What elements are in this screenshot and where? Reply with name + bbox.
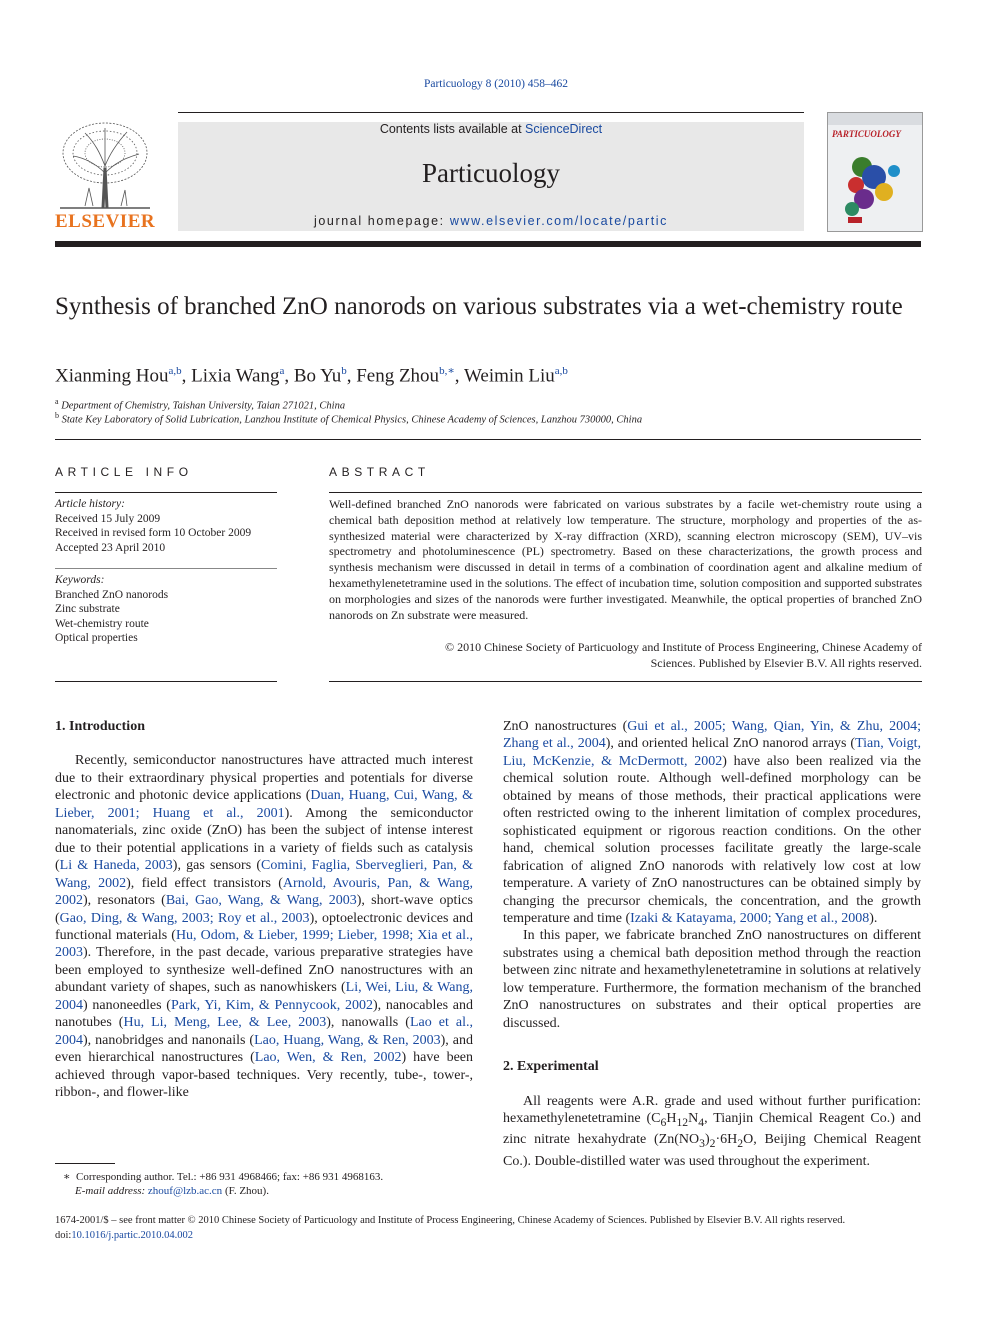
- elsevier-wordmark: ELSEVIER: [55, 211, 156, 232]
- formula-text: N: [688, 1111, 699, 1127]
- author-name[interactable]: Xianming Hou: [55, 365, 169, 387]
- formula-subscript: 2: [709, 1137, 716, 1151]
- keyword-item: Wet-chemistry route: [55, 617, 149, 630]
- body-text: ), and even hierarchical nanostructures (: [55, 1032, 473, 1066]
- affiliation-mark: a: [55, 397, 59, 406]
- history-item: Accepted 23 April 2010: [55, 541, 166, 554]
- abstract-rule: [329, 492, 922, 493]
- experimental-heading: 2. Experimental: [503, 1059, 599, 1075]
- keyword-item: Optical properties: [55, 632, 138, 644]
- cover-title: PARTICUOLOGY: [832, 129, 901, 139]
- email-link[interactable]: zhouf@lzb.ac.cn: [147, 1185, 223, 1197]
- journal-homepage: [178, 214, 804, 228]
- formula-subscript: 2: [737, 1137, 744, 1151]
- citation-link[interactable]: Bai, Gao, Wang, & Wang, 2003: [165, 893, 357, 909]
- citation-link[interactable]: Lao, Wen, & Ren, 2002: [254, 1050, 402, 1066]
- author-list: [55, 364, 935, 387]
- affiliation-text: Department of Chemistry, Taishan University, Taian 271021, China: [61, 400, 346, 412]
- abstract-heading: ABSTRACT: [329, 465, 430, 479]
- author-affiliation-mark[interactable]: a,b: [554, 365, 568, 377]
- body-text: ). Among the semiconductor nanomaterials, zinc oxide (ZnO) has been the subject of intense interest due to their potential applications in a variety of fields such as catalysis (: [55, 805, 473, 874]
- author-name[interactable]: Weimin Liu: [463, 365, 555, 387]
- experimental-text: O, Beijing Chemical Reagent Co.). Double-distilled water was used throughout the experiment.: [503, 1132, 921, 1169]
- header-bottom-rule: [55, 241, 921, 247]
- doi-link[interactable]: 10.1016/j.partic.2010.04.002: [71, 1230, 193, 1241]
- body-text: ZnO nanostructures (: [503, 719, 628, 734]
- body-text: ), resonators (: [83, 893, 166, 909]
- author-separator: ,: [346, 365, 357, 387]
- body-text: ), field effect transistors (: [126, 875, 283, 891]
- author-affiliation-mark[interactable]: a: [279, 365, 285, 377]
- keyword-item: Zinc substrate: [55, 603, 120, 615]
- formula-text: ·6H: [715, 1132, 738, 1148]
- email-label: E-mail address:: [75, 1185, 148, 1197]
- body-text: ), and oriented helical ZnO nanorod arrays (: [605, 736, 856, 752]
- keywords-rule: [55, 568, 277, 569]
- article-info-heading: ARTICLE INFO: [55, 465, 193, 479]
- homepage-link[interactable]: www.elsevier.com/locate/partic: [449, 214, 669, 228]
- body-text: ).: [869, 910, 878, 926]
- sciencedirect-link[interactable]: ScienceDirect: [525, 122, 603, 136]
- affiliation-text: State Key Laboratory of Solid Lubrication, Lanzhou Institute of Chemical Physics, Chinese Academy of Sciences, Lanzhou 730000, China: [61, 414, 643, 426]
- affiliation-a: [55, 397, 345, 412]
- doi-label: doi:: [55, 1230, 72, 1241]
- footnote-mark: ∗: [63, 1171, 71, 1183]
- body-text: ), nanowalls (: [326, 1015, 410, 1031]
- author-separator: ,: [181, 365, 192, 387]
- header-top-rule: [178, 112, 804, 113]
- citation-link[interactable]: Comini, Faglia, Sberveglieri, Pan, & Wang, 2002: [55, 858, 473, 891]
- author-name[interactable]: Bo Yu: [293, 365, 342, 387]
- citation-link[interactable]: Lao et al., 2004: [55, 1015, 473, 1048]
- body-text: ), nanobridges and nanonails (: [83, 1032, 255, 1048]
- paper-title: Synthesis of branched ZnO nanorods on various substrates via a wet-chemistry route: [55, 293, 903, 320]
- body-text: ) have also been realized via the chemical solution route. Although well-defined morphology can be obtained by means of those methods, their practical applications were often restricted owing to the inherent limitation of complex procedures, sophisticated equipment or rigorous reaction conditions. On the other hand, chemical solution processes facilitate greatly the large-scale fabrication of aligned ZnO nanorods with relatively low cost at low temperature. A variety of ZnO nanostructures can be obtained simply by changing the precursor chemicals, the concentration, and the growth temperature and time (: [503, 753, 922, 926]
- intro-paragraph: In this paper, we fabricate branched ZnO nanostructures on different substrates using a chemical bath deposition method through the reaction between zinc nitrate and hexamethylenetetramine in solutions at relatively low temperature. Furthermore, the formation mechanism of the branched ZnO nanostructures on substrates and their optical properties are discussed.: [503, 928, 921, 1031]
- formula-text: H: [666, 1111, 677, 1127]
- body-text: Recently, semiconductor nanostructures have attracted much interest due to their extraordinary physical properties and potentials for diverse electronic and photonic device applications (: [55, 753, 473, 804]
- history-item: Received 15 July 2009: [55, 512, 161, 525]
- body-text: ) have been achieved through vapor-based techniques. Very recently, tube-, tower-, ribbon-, and flower-like: [55, 1050, 473, 1101]
- corresponding-text: Corresponding author. Tel.: +86 931 4968466; fax: +86 931 4968163.: [75, 1171, 384, 1183]
- keywords: [55, 573, 277, 646]
- experimental-text: , Tianjin Chemical Reagent Co.) and zinc nitrate hexahydrate (Zn(NO: [503, 1111, 922, 1148]
- citation-link[interactable]: Duan, Huang, Cui, Wang, & Lieber, 2001; Huang et al., 2001: [55, 788, 473, 821]
- formula-text: ): [704, 1132, 710, 1148]
- corresponding-author-footnote: [55, 1170, 473, 1198]
- author-affiliation-mark[interactable]: b,∗: [439, 365, 455, 377]
- article-history: [55, 497, 277, 555]
- journal-name: Particuology: [422, 158, 560, 188]
- citation-link[interactable]: Izaki & Katayama, 2000; Yang et al., 2008: [630, 910, 870, 926]
- body-right-column: [503, 718, 921, 1170]
- contents-prefix: Contents lists available at: [379, 122, 526, 136]
- copyright-line: Sciences. Published by Elsevier B.V. All rights reserved.: [650, 655, 922, 670]
- affiliation-b: [55, 411, 642, 426]
- formula-subscript: 3: [699, 1137, 705, 1151]
- affiliation-divider: [55, 439, 921, 440]
- citation-link[interactable]: Hu, Odom, & Lieber, 1999; Lieber, 1998; Xia et al., 2003: [55, 927, 473, 961]
- author-affiliation-mark[interactable]: b: [341, 365, 347, 377]
- affiliation-mark: b: [55, 411, 59, 420]
- article-info-rule: [55, 492, 277, 493]
- citation-link[interactable]: Park, Yi, Kim, & Pennycook, 2002: [170, 997, 373, 1013]
- body-text: ), gas sensors (: [172, 858, 261, 874]
- front-matter-line: 1674-2001/$ – see front matter © 2010 Chinese Society of Particuology and Institute of Process Engineering, Chinese Academy of Sciences. Published by Elsevier B.V. All rights reserved.: [55, 1215, 846, 1226]
- intro-paragraph: [55, 752, 473, 1101]
- author-separator: ,: [454, 365, 464, 387]
- homepage-prefix: journal homepage:: [313, 214, 450, 228]
- citation-link[interactable]: Hu, Li, Meng, Lee, & Lee, 2003: [123, 1015, 327, 1031]
- abstract-copyright: [329, 640, 922, 672]
- citation-link[interactable]: Lao, Huang, Wang, & Ren, 2003: [254, 1032, 441, 1048]
- intro-paragraph-continued: [503, 718, 921, 927]
- history-item: Received in revised form 10 October 2009: [55, 527, 252, 539]
- journal-cover-image[interactable]: [827, 112, 923, 232]
- author-name[interactable]: Lixia Wang: [191, 365, 280, 387]
- body-text: ), optoelectronic devices and functional materials (: [55, 910, 473, 943]
- elsevier-tree-logo: [55, 118, 155, 210]
- body-text: ), nanocables and nanotubes (: [55, 997, 473, 1031]
- history-label: Article history:: [55, 498, 125, 510]
- cover-artwork: [834, 147, 918, 227]
- author-name[interactable]: Feng Zhou: [356, 365, 440, 387]
- copyright-line: © 2010 Chinese Society of Particuology and Institute of Process Engineering, Chinese Academy of: [444, 640, 922, 654]
- formula-subscript: 4: [698, 1115, 705, 1129]
- intro-heading: 1. Introduction: [55, 719, 145, 734]
- citation-link[interactable]: Li & Haneda, 2003: [59, 858, 173, 874]
- body-left-column: [55, 718, 473, 1102]
- front-matter-footer: [55, 1213, 935, 1243]
- experimental-paragraph: [503, 1093, 921, 1170]
- body-text: ) nanoneedles (: [83, 997, 171, 1013]
- abstract-text: Well-defined branched ZnO nanorods were fabricated on various substrates by a facile wet-chemistry route using a chemical bath deposition method at relatively low temperature. The structure, morphology and properties of the as-synthesized material were characterized by X-ray diffraction (XRD), scanning electron microscopy (SEM), UV–vis spectrometry and photoluminescence (PL) spectrometry. Based on these characterizations, the growth process and synthesis mechanism were discussed in detail in terms of a combination of coordination agent and alkaline medium of hexamethylenetetramine used in the solutions. The effect of incubation time, solution composition and supported substrates on morphologies and sizes of the nanorods were further investigated. Meanwhile, the optical properties of branched ZnO nanorods on Zn substrate were measured.: [329, 497, 922, 622]
- body-text: ). Therefore, in the past decade, various preparative strategies have been employed to synthesize well-defined ZnO nanostructures with an abundant variety of shapes, such as nanowhiskers (: [55, 945, 473, 996]
- formula-subscript: 6: [660, 1115, 667, 1129]
- formula-subscript: 12: [676, 1115, 689, 1129]
- email-suffix: (F. Zhou).: [222, 1185, 269, 1197]
- citation-link[interactable]: Tian, Voigt, Liu, McKenzie, & McDermott, 2002: [503, 736, 921, 769]
- experimental-text: All reagents were A.R. grade and used without further purification: hexamethylenetetramine (C: [503, 1093, 921, 1127]
- citation-link[interactable]: Gui et al., 2005; Wang, Qian, Yin, & Zhu, 2004; Zhang et al., 2004: [503, 719, 921, 752]
- citation-link[interactable]: Gao, Ding, & Wang, 2003; Roy et al., 2003: [59, 910, 310, 926]
- article-info-bottom-rule: [55, 681, 277, 682]
- keyword-item: Branched ZnO nanorods: [55, 588, 169, 601]
- keywords-label: Keywords:: [55, 574, 105, 586]
- author-separator: ,: [284, 365, 294, 387]
- citation-link[interactable]: Arnold, Avouris, Pan, & Wang, 2002: [55, 875, 473, 909]
- citation-link[interactable]: Li, Wei, Liu, & Wang, 2004: [55, 980, 473, 1013]
- journal-citation[interactable]: Particuology 8 (2010) 458–462: [423, 78, 569, 90]
- body-text: ), short-wave optics (: [55, 893, 473, 926]
- abstract-bottom-rule: [329, 681, 922, 682]
- author-affiliation-mark[interactable]: a,b: [168, 365, 182, 377]
- contents-line: [178, 122, 804, 136]
- footnote-rule: [55, 1163, 115, 1164]
